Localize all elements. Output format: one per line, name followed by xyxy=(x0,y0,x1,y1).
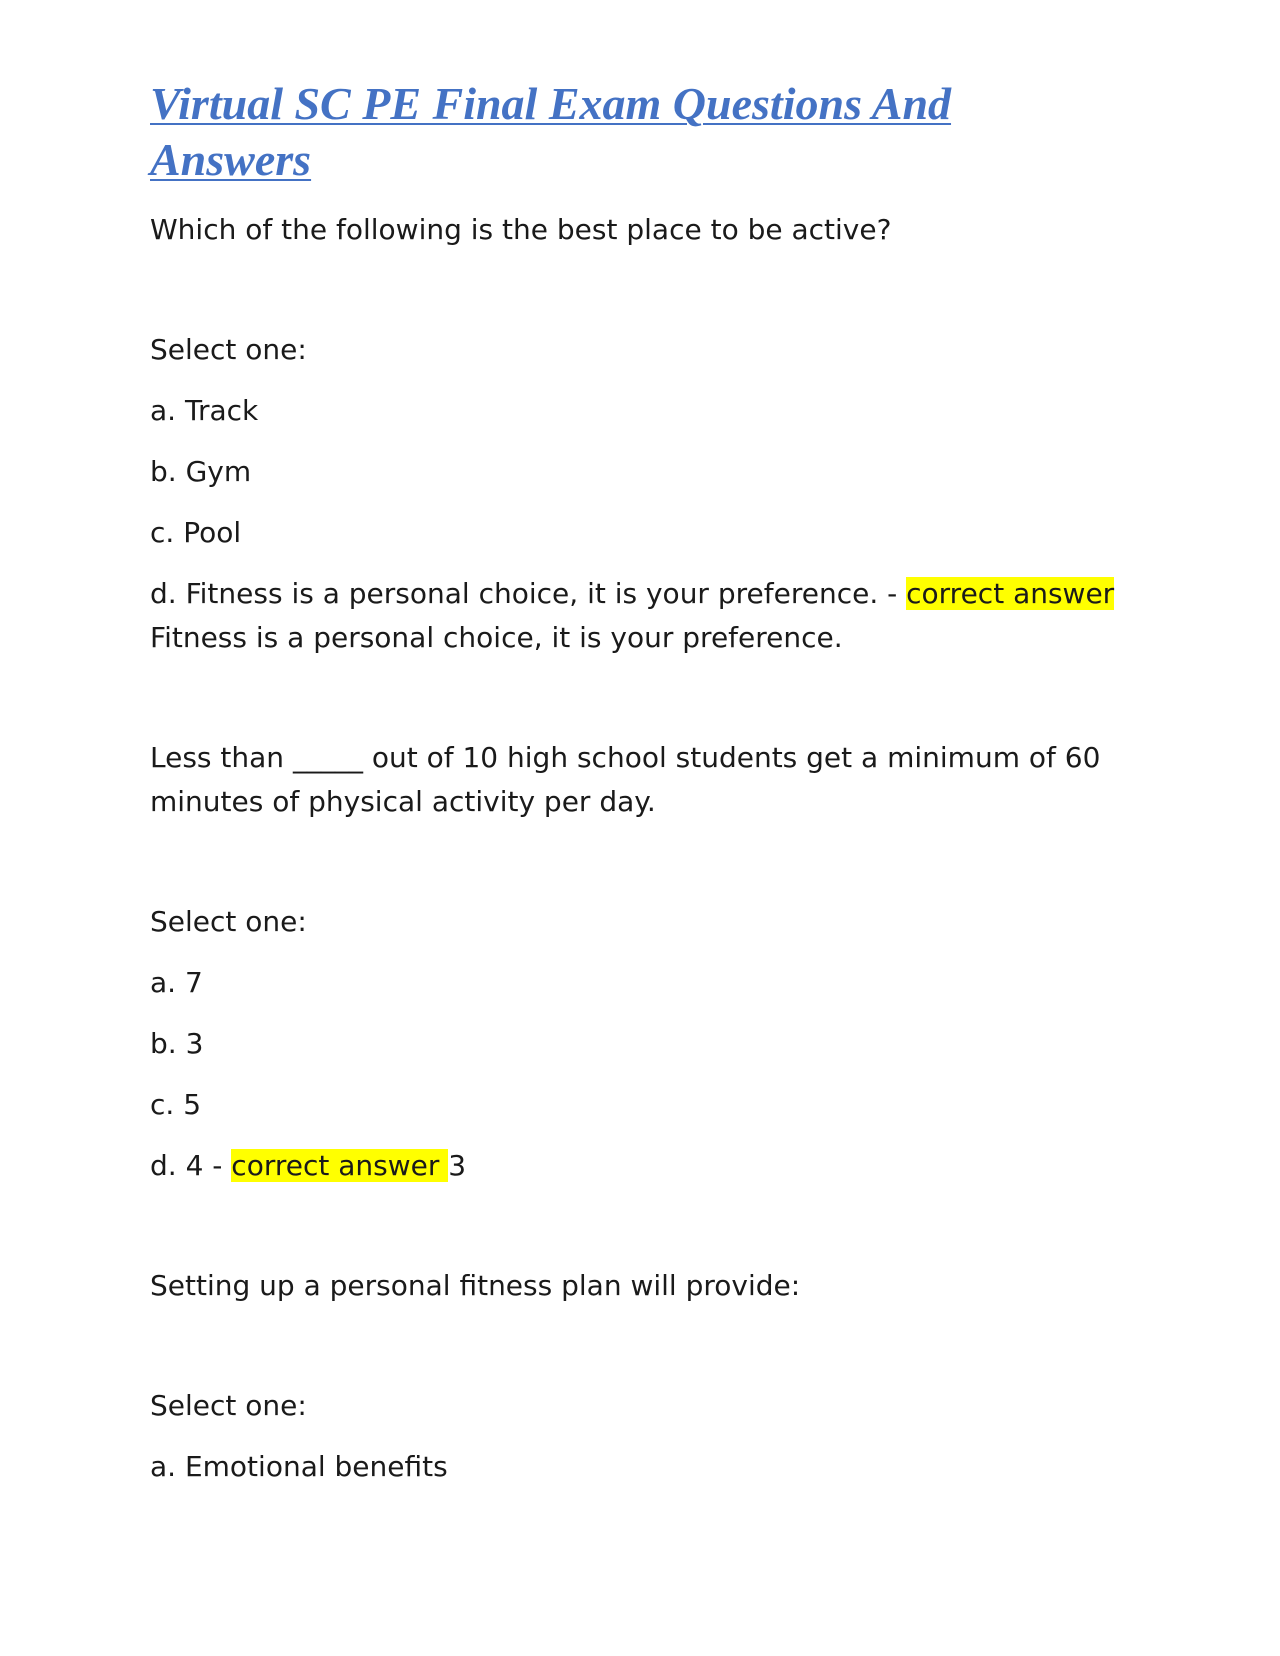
question-3-select-label: Select one: xyxy=(150,1389,307,1422)
question-1-explanation: Fitness is a personal choice, it is your preference. xyxy=(150,621,843,654)
question-1-option-b: b. Gym xyxy=(150,455,252,488)
question-2-prompt-line-2: minutes of physical activity per day. xyxy=(150,785,656,818)
document-title-link[interactable]: Virtual SC PE Final Exam Questions And Answers xyxy=(150,78,952,185)
question-2-answer-text: d. 4 - xyxy=(150,1149,232,1182)
question-2-answer-explanation: 3 xyxy=(448,1149,467,1182)
question-1-answer-text: d. Fitness is a personal choice, it is your preference. - xyxy=(150,577,907,610)
document-content xyxy=(150,76,1115,1489)
question-1-option-d xyxy=(150,572,1115,616)
correct-answer-highlight: correct answer xyxy=(231,1149,449,1182)
correct-answer-highlight: correct answer xyxy=(906,577,1115,610)
question-1-option-c: c. Pool xyxy=(150,516,242,549)
question-1-select-label: Select one: xyxy=(150,333,307,366)
question-2-prompt-line-1: Less than _____ out of 10 high school students get a minimum of 60 xyxy=(150,741,1101,774)
question-2-option-d xyxy=(150,1144,1090,1188)
question-2-option-b: b. 3 xyxy=(150,1027,204,1060)
question-3-option-a: a. Emotional benefits xyxy=(150,1450,448,1483)
question-1-prompt: Which of the following is the best place to be active? xyxy=(150,213,892,246)
question-1-option-a: a. Track xyxy=(150,394,259,427)
question-2-option-a: a. 7 xyxy=(150,966,203,999)
question-2-option-c: c. 5 xyxy=(150,1088,202,1121)
question-2-select-label: Select one: xyxy=(150,905,307,938)
question-3-prompt: Setting up a personal fitness plan will provide: xyxy=(150,1269,801,1302)
